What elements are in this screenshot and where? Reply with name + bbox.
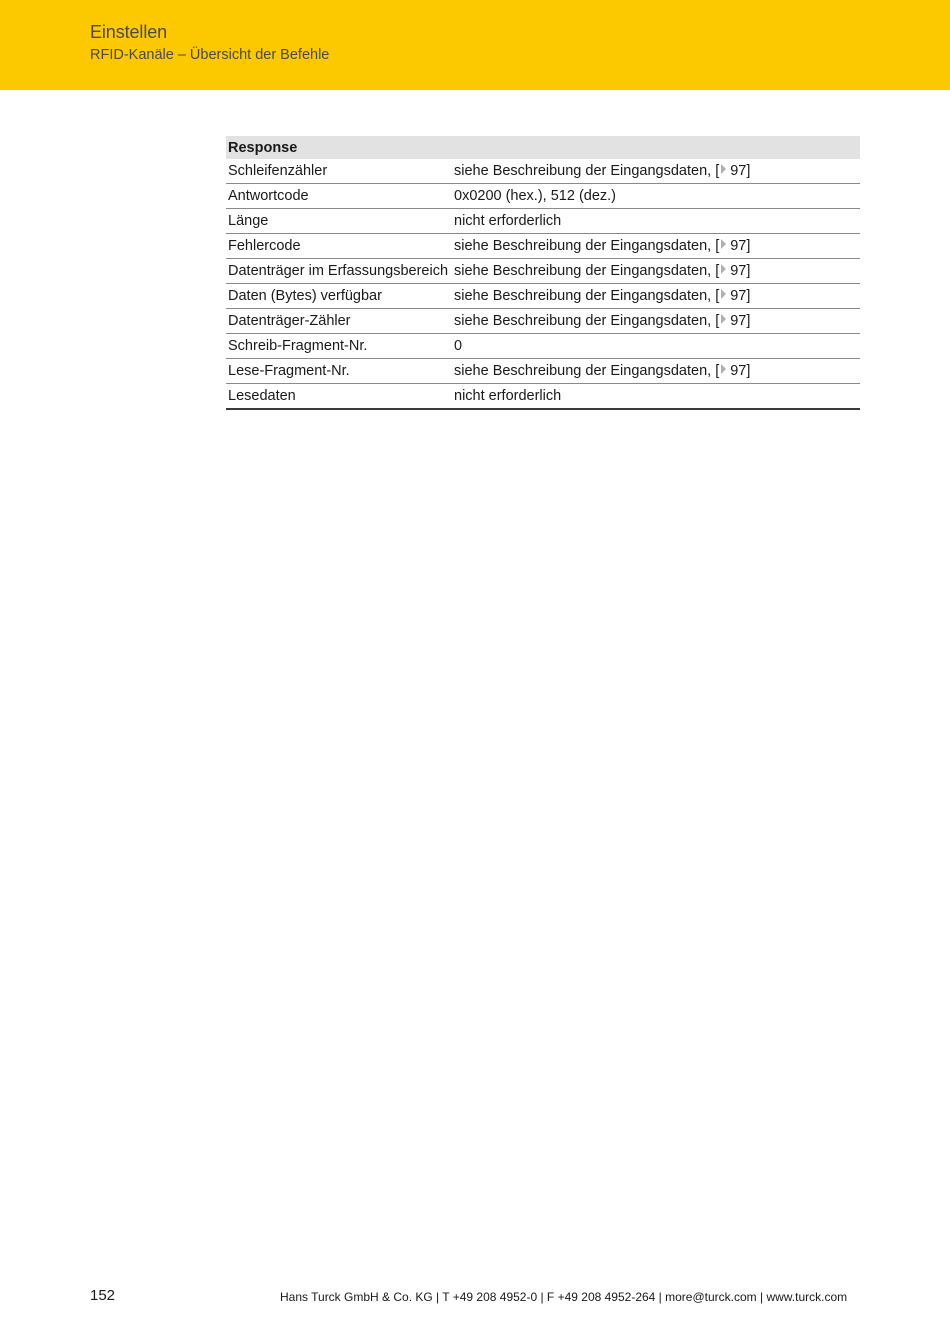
row-label: Datenträger im Erfassungsbereich	[226, 259, 452, 284]
row-label: Datenträger-Zähler	[226, 309, 452, 334]
triangle-right-icon	[721, 164, 726, 174]
row-value: siehe Beschreibung der Eingangsdaten, [ 97]	[452, 234, 860, 259]
table-heading: Response	[226, 136, 860, 159]
page-header	[0, 0, 950, 90]
response-table	[226, 136, 860, 410]
row-value: siehe Beschreibung der Eingangsdaten, [ 97]	[452, 359, 860, 384]
row-label: Fehlercode	[226, 234, 452, 259]
page-reference-link[interactable]: [ 97]	[715, 263, 751, 279]
table-row	[226, 234, 860, 259]
header-subtitle: RFID-Kanäle – Übersicht der Befehle	[90, 47, 330, 63]
triangle-right-icon	[721, 239, 726, 249]
triangle-right-icon	[721, 289, 726, 299]
footer-company-line: Hans Turck GmbH & Co. KG | T +49 208 4952-0 | F +49 208 4952-264 | more@turck.com | www.turck.com	[280, 1290, 848, 1304]
page-reference-link[interactable]: [ 97]	[715, 363, 751, 379]
table-row	[226, 159, 860, 184]
row-label: Schleifenzähler	[226, 159, 452, 184]
page-number: 152	[90, 1287, 116, 1304]
row-value: nicht erforderlich	[452, 209, 860, 234]
row-value: 0	[452, 334, 860, 359]
header-title: Einstellen	[90, 22, 168, 42]
table-row	[226, 334, 860, 359]
row-value: siehe Beschreibung der Eingangsdaten, [ 97]	[452, 259, 860, 284]
triangle-right-icon	[721, 264, 726, 274]
table-header-row	[226, 136, 860, 159]
page-reference-link[interactable]: [ 97]	[715, 288, 751, 304]
row-value: siehe Beschreibung der Eingangsdaten, [ 97]	[452, 309, 860, 334]
table-row	[226, 259, 860, 284]
row-label: Länge	[226, 209, 452, 234]
row-label: Antwortcode	[226, 184, 452, 209]
row-value: nicht erforderlich	[452, 384, 860, 410]
table-row	[226, 284, 860, 309]
page-reference-link[interactable]: [ 97]	[715, 313, 751, 329]
table-row	[226, 384, 860, 410]
row-value: siehe Beschreibung der Eingangsdaten, [ 97]	[452, 284, 860, 309]
row-label: Daten (Bytes) verfügbar	[226, 284, 452, 309]
triangle-right-icon	[721, 364, 726, 374]
page-reference-link[interactable]: [ 97]	[715, 238, 751, 254]
row-label: Lesedaten	[226, 384, 452, 410]
table-row	[226, 309, 860, 334]
row-value: 0x0200 (hex.), 512 (dez.)	[452, 184, 860, 209]
table-row	[226, 359, 860, 384]
row-label: Lese-Fragment-Nr.	[226, 359, 452, 384]
table-row	[226, 209, 860, 234]
row-value: siehe Beschreibung der Eingangsdaten, [ 97]	[452, 159, 860, 184]
triangle-right-icon	[721, 314, 726, 324]
page-reference-link[interactable]: [ 97]	[715, 163, 751, 179]
row-label: Schreib-Fragment-Nr.	[226, 334, 452, 359]
table-row	[226, 184, 860, 209]
